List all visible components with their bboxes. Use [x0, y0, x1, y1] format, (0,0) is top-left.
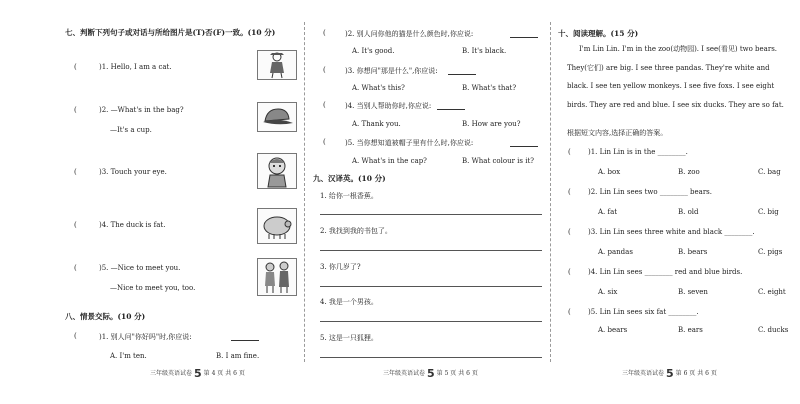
pig-icon	[257, 208, 297, 244]
answer-paren: (	[74, 168, 77, 176]
item7-2-text: )2. —What's in the bag?	[99, 106, 184, 114]
q8-1-stem: )1. 别人问"你好吗"时,你应说:	[99, 333, 192, 341]
translate-5: 5. 这是一只狐狸。	[320, 334, 378, 342]
column-divider-1	[304, 22, 306, 362]
page-footer-6: 三年级英语试卷 5 第 6 页 共 6 页	[622, 367, 717, 380]
q10-4-option-a: A. six	[598, 288, 618, 296]
section10-title: 十、阅读理解。(15 分)	[558, 29, 639, 38]
q10-2-option-c: C. big	[758, 208, 779, 216]
q8-3-option-b: B. What's that?	[462, 84, 517, 92]
translate-4: 4. 我是一个男孩。	[320, 298, 378, 306]
q10-2-option-b: B. old	[678, 208, 699, 216]
section7-title: 七、判断下列句子或对话与所给图片是(T)否(F)一致。(10 分)	[65, 28, 276, 37]
q10-5-option-a: A. bears	[598, 326, 628, 334]
q10-5-option-b: B. ears	[678, 326, 703, 334]
q10-4-stem: )4. Lin Lin sees ________ red and blue birds.	[588, 268, 743, 276]
translate-2: 2. 我找到我的书包了。	[320, 227, 392, 235]
answer-paren: (	[568, 308, 571, 316]
writing-line	[320, 321, 542, 322]
writing-line	[320, 250, 542, 251]
answer-paren: (	[74, 332, 77, 340]
translate-1: 1. 给你一根香蕉。	[320, 192, 378, 200]
answer-paren: (	[568, 228, 571, 236]
q10-4-option-b: B. seven	[678, 288, 708, 296]
q8-5-stem: )5. 当你想知道被帽子里有什么时,你应说:	[345, 139, 474, 147]
q10-3-stem: )3. Lin Lin sees three white and black ________.	[588, 228, 755, 236]
q8-4-option-b: B. How are you?	[462, 120, 521, 128]
q10-2-option-a: A. fat	[598, 208, 618, 216]
answer-paren: (	[323, 29, 326, 37]
q8-1-option-a: A. I'm ten.	[110, 352, 147, 360]
q10-5-stem: )5. Lin Lin sees six fat ________.	[588, 308, 699, 316]
item7-5-line2: —Nice to meet you, too.	[110, 284, 196, 292]
q8-3-option-a: A. What's this?	[352, 84, 405, 92]
q10-1-option-b: B. zoo	[678, 168, 700, 176]
answer-paren: (	[74, 264, 77, 272]
two-children-icon	[257, 258, 297, 296]
q10-1-option-c: C. bag	[758, 168, 781, 176]
page-footer-5: 三年级英语试卷 5 第 5 页 共 6 页	[383, 367, 478, 380]
answer-paren: (	[323, 66, 326, 74]
q10-4-option-c: C. eight	[758, 288, 786, 296]
reading-instruction: 根据短文内容,选择正确的答案。	[567, 129, 668, 137]
translate-3: 3. 你几岁了?	[320, 263, 361, 271]
q10-3-option-a: A. pandas	[598, 248, 633, 256]
answer-blank	[510, 30, 538, 38]
item7-2-line2: —It's a cup.	[110, 126, 152, 134]
answer-paren: (	[323, 101, 326, 109]
q8-4-stem: )4. 当别人帮助你时,你应说:	[345, 102, 432, 110]
writing-line	[320, 357, 542, 358]
q10-5-option-c: C. ducks	[758, 326, 789, 334]
reading-passage: I'm Lin Lin. I'm in the zoo(动物园). I see(看见) two bears. They(它们) are big. I see three pandas. They're white and black. I see ten yellow monkeys. I see five foxs. I see eight birds. They are red and blue. I see six ducks. They are so fat.	[567, 45, 784, 109]
q8-4-option-a: A. Thank you.	[352, 120, 401, 128]
child-face-icon	[257, 153, 297, 189]
q10-2-stem: )2. Lin Lin sees two ________ bears.	[588, 188, 713, 196]
answer-blank	[510, 139, 538, 147]
answer-paren: (	[323, 138, 326, 146]
q8-5-option-a: A. What's in the cap?	[352, 157, 427, 165]
answer-blank	[231, 333, 259, 341]
writing-line	[320, 286, 542, 287]
q10-3-option-c: C. pigs	[758, 248, 783, 256]
q8-1-option-b: B. I am fine.	[216, 352, 260, 360]
q8-2-stem: )2. 别人问你他的猫是什么颜色时,你应说:	[345, 30, 474, 38]
item7-5-text: )5. —Nice to meet you.	[99, 264, 181, 272]
item7-3-text: )3. Touch your eye.	[99, 168, 167, 176]
answer-paren: (	[568, 268, 571, 276]
answer-paren: (	[74, 63, 77, 71]
q8-2-option-b: B. It's black.	[462, 47, 507, 55]
q8-2-option-a: A. It's good.	[352, 47, 395, 55]
q10-1-stem: )1. Lin Lin is in the ________.	[588, 148, 688, 156]
answer-paren: (	[74, 221, 77, 229]
item7-1-text: )1. Hello, I am a cat.	[99, 63, 172, 71]
section9-title: 九、汉译英。(10 分)	[313, 174, 386, 183]
column-divider-2	[550, 22, 552, 362]
cap-icon	[257, 102, 297, 132]
q10-1-option-a: A. box	[598, 168, 621, 176]
answer-paren: (	[74, 106, 77, 114]
answer-paren: (	[568, 148, 571, 156]
section8-title: 八、情景交际。(10 分)	[65, 312, 146, 321]
q8-5-option-b: B. What colour is it?	[462, 157, 535, 165]
item7-4-text: )4. The duck is fat.	[99, 221, 166, 229]
answer-blank	[448, 67, 476, 75]
answer-paren: (	[568, 188, 571, 196]
q10-3-option-b: B. bears	[678, 248, 708, 256]
q8-3-stem: )3. 你想问"那是什么",你应说:	[345, 67, 438, 75]
answer-blank	[437, 102, 465, 110]
page-footer-4: 三年级英语试卷 5 第 4 页 共 6 页	[150, 367, 245, 380]
boy-figure-icon	[257, 50, 297, 80]
writing-line	[320, 214, 542, 215]
